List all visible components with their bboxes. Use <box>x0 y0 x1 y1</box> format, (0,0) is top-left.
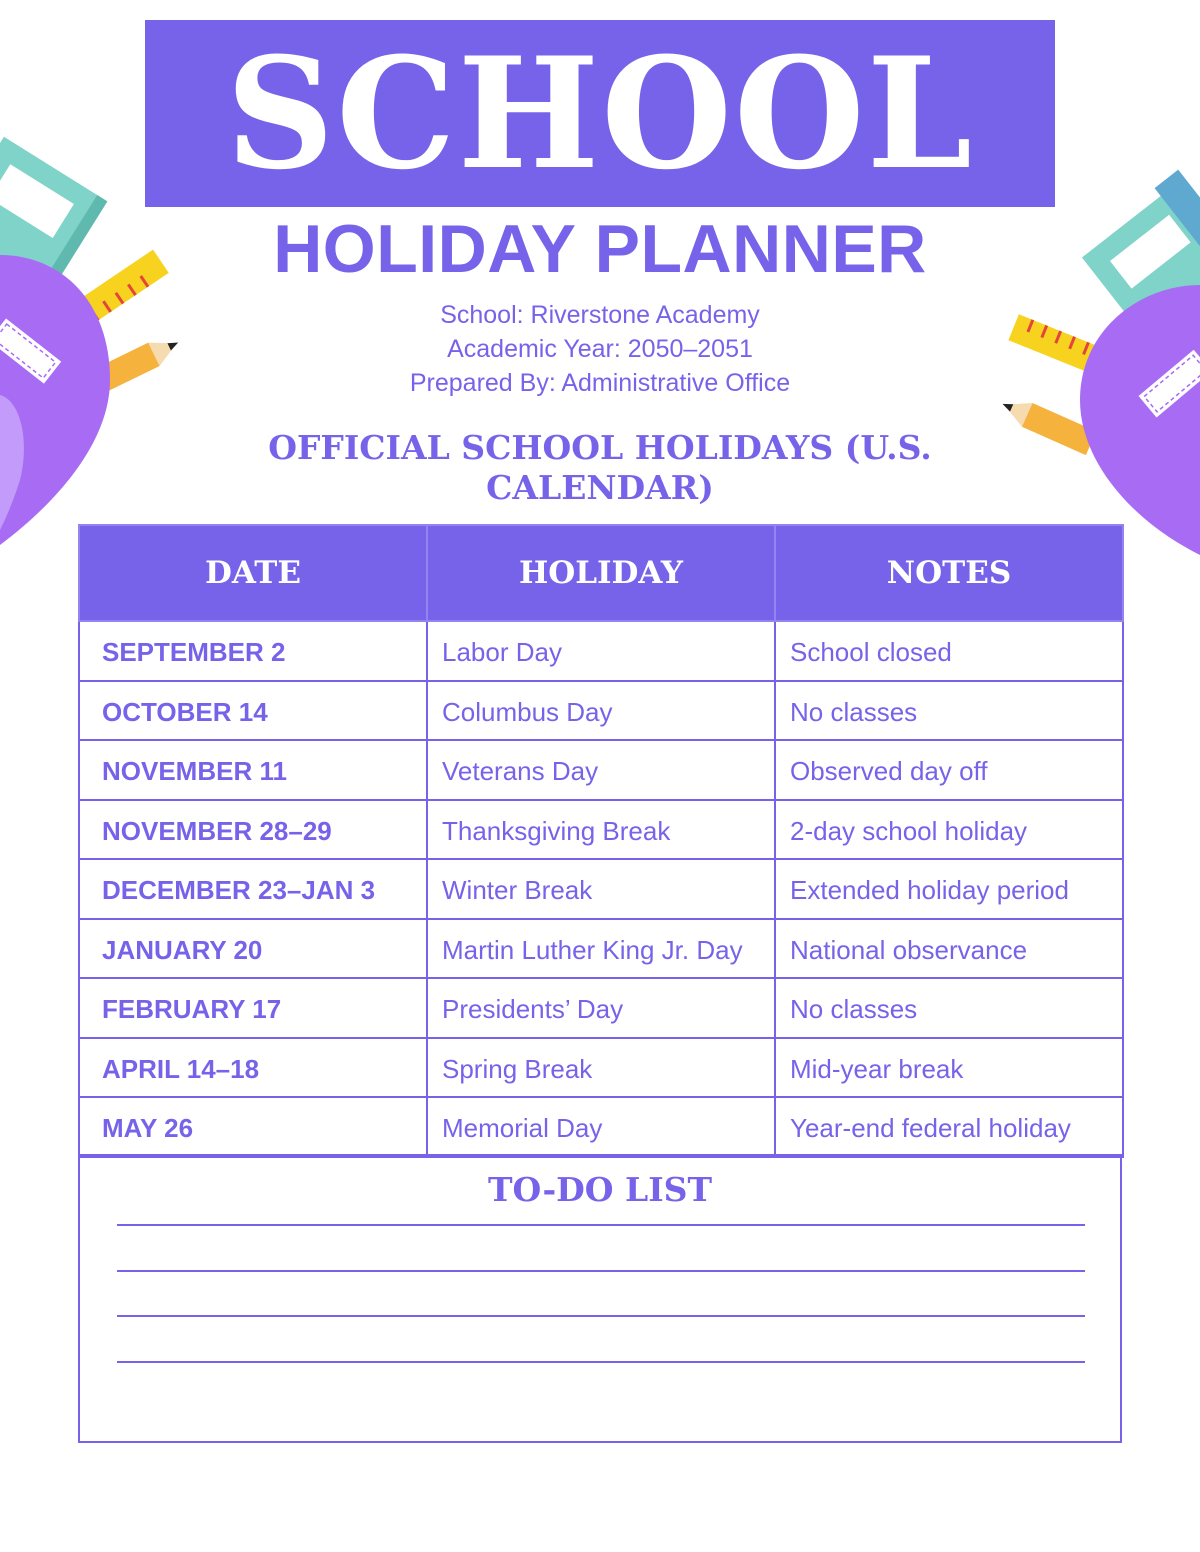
notes-cell: 2-day school holiday <box>775 800 1123 860</box>
holiday-cell: Veterans Day <box>427 740 775 800</box>
notes-cell: School closed <box>775 621 1123 681</box>
table-row <box>79 740 1123 800</box>
table-header-row <box>79 525 1123 621</box>
section-title: OFFICIAL SCHOOL HOLIDAYS (U.S. CALENDAR) <box>268 428 932 507</box>
table-row <box>79 1038 1123 1098</box>
holiday-cell: Spring Break <box>427 1038 775 1098</box>
holiday-cell: Memorial Day <box>427 1097 775 1157</box>
holiday-cell: Columbus Day <box>427 681 775 741</box>
date-cell: JANUARY 20 <box>79 919 427 979</box>
table-row <box>79 681 1123 741</box>
todo-line[interactable] <box>117 1224 1085 1226</box>
date-cell: FEBRUARY 17 <box>79 978 427 1038</box>
prepared-by: Prepared By: Administrative Office <box>409 369 791 397</box>
notes-cell: No classes <box>775 978 1123 1038</box>
holiday-cell: Presidents’ Day <box>427 978 775 1038</box>
banner-title: SCHOOL <box>225 23 975 204</box>
table-row <box>79 919 1123 979</box>
todo-title: TO-DO LIST <box>487 1170 713 1209</box>
notes-cell: Extended holiday period <box>775 859 1123 919</box>
todo-line[interactable] <box>117 1361 1085 1363</box>
header-notes: NOTES <box>775 525 1123 621</box>
holiday-cell: Martin Luther King Jr. Day <box>427 919 775 979</box>
academic-year: Academic Year: 2050–2051 <box>447 335 753 363</box>
header-date: DATE <box>79 525 427 621</box>
holiday-cell: Thanksgiving Break <box>427 800 775 860</box>
date-cell: MAY 26 <box>79 1097 427 1157</box>
todo-line[interactable] <box>117 1270 1085 1272</box>
date-cell: APRIL 14–18 <box>79 1038 427 1098</box>
title-banner <box>145 20 1055 207</box>
notes-cell: Observed day off <box>775 740 1123 800</box>
school-name: School: Riverstone Academy <box>440 301 760 329</box>
holiday-cell: Labor Day <box>427 621 775 681</box>
notes-cell: No classes <box>775 681 1123 741</box>
table-row <box>79 859 1123 919</box>
page-subtitle: HOLIDAY PLANNER <box>273 211 927 287</box>
notes-cell: National observance <box>775 919 1123 979</box>
date-cell: OCTOBER 14 <box>79 681 427 741</box>
table-row <box>79 1097 1123 1157</box>
todo-list-box <box>78 1154 1122 1443</box>
todo-line[interactable] <box>117 1315 1085 1317</box>
header-holiday: HOLIDAY <box>427 525 775 621</box>
date-cell: NOVEMBER 28–29 <box>79 800 427 860</box>
date-cell: SEPTEMBER 2 <box>79 621 427 681</box>
notes-cell: Mid-year break <box>775 1038 1123 1098</box>
table-row <box>79 978 1123 1038</box>
notes-cell: Year-end federal holiday <box>775 1097 1123 1157</box>
date-cell: NOVEMBER 11 <box>79 740 427 800</box>
table-row <box>79 621 1123 681</box>
planner-details <box>0 298 1200 400</box>
date-cell: DECEMBER 23–JAN 3 <box>79 859 427 919</box>
table-row <box>79 800 1123 860</box>
holiday-cell: Winter Break <box>427 859 775 919</box>
holiday-table <box>78 524 1124 1158</box>
